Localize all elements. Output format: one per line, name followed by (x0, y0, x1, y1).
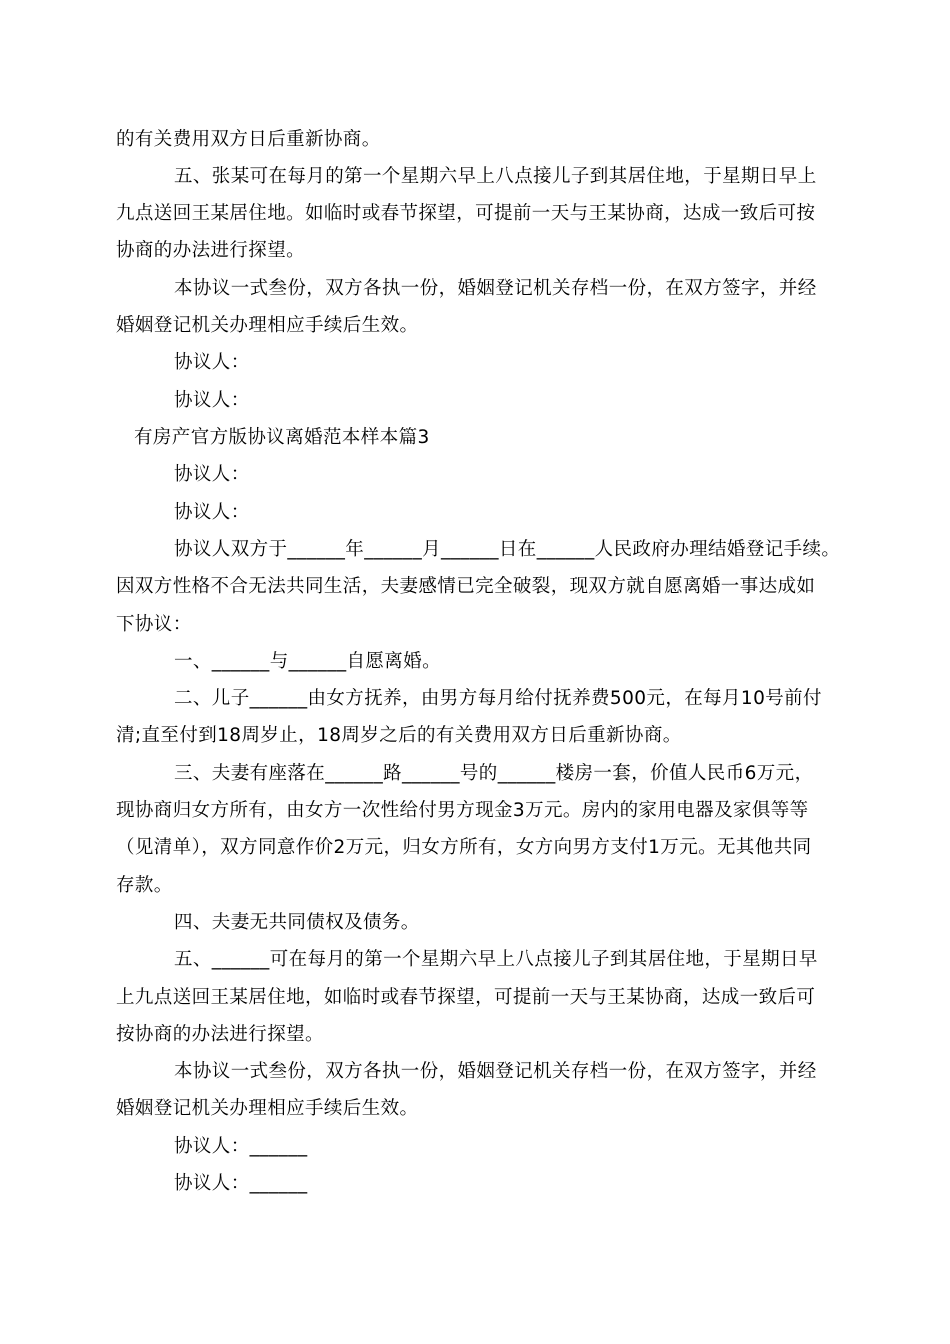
paragraph-copies: 本协议一式叁份，双方各执一份，婚姻登记机关存档一份，在双方签字，并经 (174, 278, 817, 299)
signatory-line: 协议人： (174, 352, 250, 373)
signatory-line: 协议人： (174, 502, 250, 523)
clause-three: 三、夫妻有座落在______路______号的______楼房一套，价值人民币6万元， (174, 763, 814, 784)
text-line: 九点送回王某居住地。如临时或春节探望，可提前一天与王某协商，达成一致后可按 (116, 203, 816, 224)
text-line: 婚姻登记机关办理相应手续后生效。 (116, 315, 419, 336)
paragraph-registration: 协议人双方于______年______月______日在______人民政府办理结婚登记手续。 (174, 539, 841, 560)
text-line: 因双方性格不合无法共同生活，夫妻感情已完全破裂，现双方就自愿离婚一事达成如 (116, 576, 816, 597)
text-line: 存款。 (116, 875, 173, 896)
signatory-line: 协议人： (174, 390, 250, 411)
text-line: 协商的办法进行探望。 (116, 240, 306, 261)
clause-five: 五、______可在每月的第一个星期六早上八点接儿子到其居住地，于星期日早 (174, 949, 818, 970)
section-title: 有房产官方版协议离婚范本样本篇3 (134, 427, 430, 448)
signatory-line: 协议人：______ (174, 1173, 308, 1194)
signatory-line: 协议人：______ (174, 1136, 308, 1157)
clause-one: 一、______与______自愿离婚。 (174, 651, 442, 672)
text-line: 按协商的办法进行探望。 (116, 1024, 324, 1045)
text-line: （见清单），双方同意作价2万元，归女方所有，女方向男方支付1万元。无其他共同 (116, 837, 812, 858)
text-line: 的有关费用双方日后重新协商。 (116, 129, 381, 150)
text-line: 现协商归女方所有，由女方一次性给付男方现金3万元。房内的家用电器及家俱等等 (116, 800, 809, 821)
text-line: 上九点送回王某居住地，如临时或春节探望，可提前一天与王某协商，达成一致后可 (116, 987, 816, 1008)
paragraph-copies: 本协议一式叁份，双方各执一份，婚姻登记机关存档一份，在双方签字，并经 (174, 1061, 817, 1082)
signatory-line: 协议人： (174, 464, 250, 485)
text-line: 下协议： (116, 614, 192, 635)
clause-two: 二、儿子______由女方抚养，由男方每月给付抚养费500元，在每月10号前付 (174, 688, 822, 709)
paragraph-five-visit: 五、张某可在每月的第一个星期六早上八点接儿子到其居住地，于星期日早上 (174, 166, 817, 187)
clause-four: 四、夫妻无共同债权及债务。 (174, 912, 420, 933)
text-line: 清;直至付到18周岁止，18周岁之后的有关费用双方日后重新协商。 (116, 725, 682, 746)
text-line: 婚姻登记机关办理相应手续后生效。 (116, 1098, 419, 1119)
